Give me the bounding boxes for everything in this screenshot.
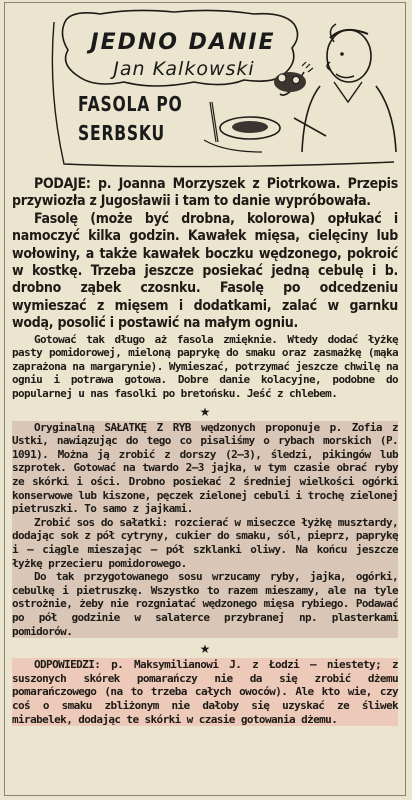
paragraph-salad-sauce: Zrobić sos do sałatki: rozcierać w miseczce łyżkę musztardy, dodając sok z pół cytryny, cukier do smaku, sól, pieprz, paprykę i — ciągle mieszając — pół szklanki oliwy. Na końcu jeszcze łyżkę przecieru pomidorowego. bbox=[12, 515, 398, 570]
section-divider-star-2: ★ bbox=[199, 642, 211, 657]
article-body bbox=[12, 176, 398, 726]
paragraph-salad-intro: Oryginalną SAŁATKĘ Z RYB wędzonych proponuje p. Zofia z Ustki, nawiązując do tego co pisaliśmy o rybach morskich (P. 1091). Można ją zrobić z dorszy (2—3), śledzi, pikingów lub szprotek. Gotować na twardo 2—3 jajka, w tym czasie obrać ryby ze skórki i ości. Drobno posiekać 2 średniej wielkości ogórki konserwowe lub kiszone, pęczek zielonej cebuli i trochę zielonej pietruszki. To samo z jajkami. bbox=[12, 420, 398, 516]
column-header bbox=[4, 2, 406, 170]
paragraph-salad-serving: Do tak przygotowanego sosu wrzucamy ryby, jajka, ogórki, cebulkę i pietruszkę. Wszystko to razem mieszamy, ale na tyle ostrożnie, żeby nie rozgniatać wędzonego mięsa rybiego. Podawać po pół godzinie w salaterce przybranej np. plasterkami pomidorów. bbox=[12, 570, 398, 638]
dish-title-line1: FASOLA PO bbox=[78, 92, 183, 116]
section-divider-star: ★ bbox=[199, 404, 211, 419]
paragraph-cooking: Gotować tak długo aż fasola zmięknie. Wtedy dodać łyżkę pasty pomidorowej, mieloną paprykę do smaku oraz zasmażkę (mąka zaprażona na margarynie). Wymieszać, potrzymać jeszcze chwilę na ogniu i potrawa gotowa. Dobre danie kolacyjne, podobne do popularnej u nas fasolki po bretońsku. Jeść z chlebem. bbox=[12, 332, 398, 401]
column-title: JEDNO DANIE bbox=[90, 30, 276, 55]
chef-illustration bbox=[4, 2, 406, 170]
dish-title-line2: SERBSKU bbox=[78, 121, 165, 145]
paragraph-answers: ODPOWIEDZI: p. Maksymilianowi J. z Łodzi — niestety; z suszonych skórek pomarańczy nie da się zrobić dżemu pomarańczowego (na to trzeba całych owoców). Ale kto wie, czy coś o smaku zbliżonym nie dałoby się uzyskać ze śliwek mirabelek, dodając te skórki w czasie gotowania dżemu. bbox=[12, 658, 398, 726]
author-name: Jan Kalkowski bbox=[113, 58, 255, 80]
paragraph-preparation: Fasolę (może być drobna, kolorowa) opłukać i namoczyć kilka godzin. Kawałek mięsa, cielęciny lub wołowiny, a także kawałek boczku wędzonego, pokroić w kostkę. Trzeba jeszcze posiekać jedną cebulę i b. drobno ząbek czosnku. Fasolę po odcedzeniu wymieszać z mięsem i dodatkami, zalać w garnku wodą, posolić i postawić na małym ogniu. bbox=[12, 210, 398, 332]
paragraph-source: PODAJE: p. Joanna Morzyszek z Piotrkowa. Przepis przywiozła z Jugosławii i tam to danie wypróbowała. bbox=[12, 176, 398, 210]
